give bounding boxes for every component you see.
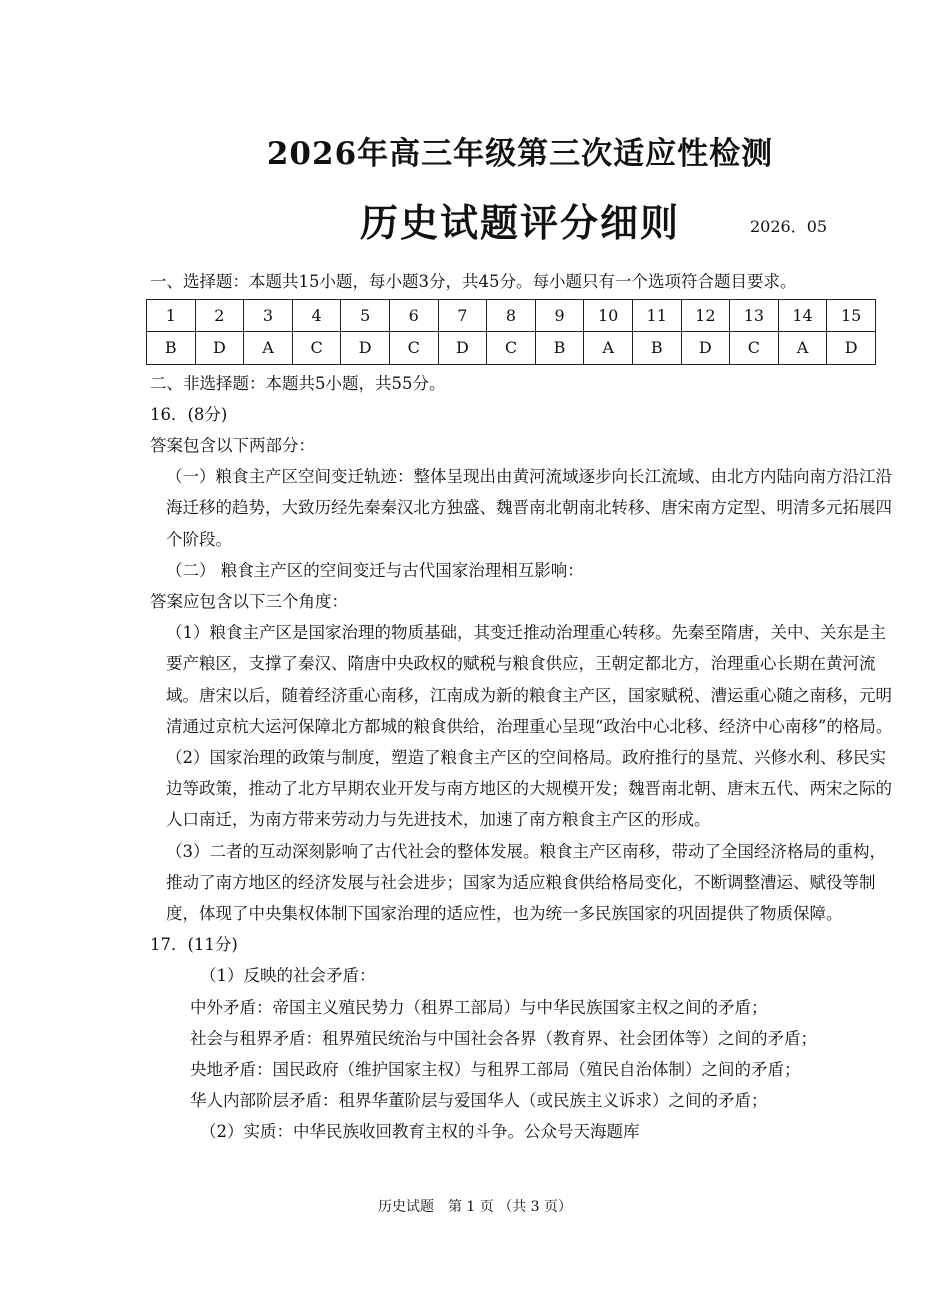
question-number-cell: 13 <box>730 300 779 332</box>
answer-cell: C <box>389 332 438 364</box>
answer-table-answer-row <box>147 332 876 364</box>
exam-date: 2026．05 <box>750 217 828 236</box>
q16-part2-intro: 答案应包含以下三个角度： <box>150 592 348 612</box>
question-number-cell: 6 <box>389 300 438 332</box>
question-number-cell: 7 <box>438 300 487 332</box>
page-footer: 历史试题 第 1 页 （共 3 页） <box>377 1199 573 1215</box>
document-title: 历史试题评分细则 <box>359 200 680 245</box>
q17-sub2: （2）实质：中华民族收回教育主权的斗争。公众号天海题库 <box>200 1122 640 1142</box>
q17-item: 社会与租界矛盾：租界殖民统治与中国社会各界（教育界、社会团体等）之间的矛盾； <box>190 1028 817 1048</box>
section2-heading: 二、非选择题：本题共5小题，共55分。 <box>150 373 446 393</box>
answer-cell: D <box>438 332 487 364</box>
answer-cell: C <box>487 332 536 364</box>
answer-cell: C <box>730 332 779 364</box>
q16-part1: （一）粮食主产区空间变迁轨迹：整体呈现出由黄河流域逐步向长江流域、由北方内陆向南方沿江沿海迁移的趋势，大致历经先秦秦汉北方独盛、魏晋南北朝南北转移、唐宋南方定型、明清多元拓展四个阶段。 <box>166 467 892 549</box>
question-number-cell: 10 <box>584 300 633 332</box>
q16-point1: （1）粮食主产区是国家治理的物质基础，其变迁推动治理重心转移。先秦至隋唐，关中、关东是主要产粮区，支撑了秦汉、隋唐中央政权的赋税与粮食供应，王朝定都北方，治理重心长期在黄河流域。唐宋以后，随着经济重心南移，江南成为新的粮食主产区，国家赋税、漕运重心随之南移，元明清通过京杭大运河保障北方都城的粮食供给，治理重心呈现“政治中心北移、经济中心南移”的格局。 <box>166 623 893 736</box>
q17-item: 央地矛盾：国民政府（维护国家主权）与租界工部局（殖民自治体制）之间的矛盾； <box>190 1060 801 1080</box>
q16-intro: 答案包含以下两部分： <box>150 436 315 456</box>
question-number-cell: 14 <box>778 300 827 332</box>
q16-title: 16．(8分) <box>150 404 228 424</box>
answer-table-number-row <box>147 300 876 332</box>
question-number-cell: 4 <box>292 300 341 332</box>
section1-heading: 一、选择题：本题共15小题，每小题3分，共45分。每小题只有一个选项符合题目要求。 <box>150 272 797 291</box>
question-number-cell: 2 <box>195 300 244 332</box>
question-number-cell: 1 <box>147 300 196 332</box>
question-number-cell: 3 <box>244 300 293 332</box>
exam-title: 2026年高三年级第三次适应性检测 <box>266 136 774 172</box>
answer-cell: D <box>341 332 390 364</box>
q17-title: 17．(11分) <box>150 935 238 955</box>
question-number-cell: 15 <box>827 300 876 332</box>
q17-item: 中外矛盾：帝国主义殖民势力（租界工部局）与中华民族国家主权之间的矛盾； <box>190 997 768 1017</box>
answer-cell: D <box>681 332 730 364</box>
question-number-cell: 11 <box>632 300 681 332</box>
answer-cell: D <box>827 332 876 364</box>
answer-cell: B <box>535 332 584 364</box>
document-body <box>150 266 895 1148</box>
question-number-cell: 8 <box>487 300 536 332</box>
q16-point2: （2）国家治理的政策与制度，塑造了粮食主产区的空间格局。政府推行的垦荒、兴修水利、移民实边等政策，推动了北方早期农业开发与南方地区的大规模开发；魏晋南北朝、唐末五代、两宋之际的人口南迁，为南方带来劳动力与先进技术，加速了南方粮食主产区的形成。 <box>166 748 892 830</box>
question-number-cell: 12 <box>681 300 730 332</box>
answer-cell: C <box>292 332 341 364</box>
answer-cell: A <box>244 332 293 364</box>
question-number-cell: 9 <box>535 300 584 332</box>
answer-cell: D <box>195 332 244 364</box>
answer-table <box>146 299 876 364</box>
answer-cell: B <box>632 332 681 364</box>
q16-point3: （3）二者的互动深刻影响了古代社会的整体发展。粮食主产区南移，带动了全国经济格局的重构，推动了南方地区的经济发展与社会进步；国家为适应粮食供给格局变化，不断调整漕运、赋役等制度，体现了中央集权体制下国家治理的适应性，也为统一多民族国家的巩固提供了物质保障。 <box>166 841 886 924</box>
question-number-cell: 5 <box>341 300 390 332</box>
answer-cell: A <box>778 332 827 364</box>
answer-cell: B <box>147 332 196 364</box>
q17-item: 华人内部阶层矛盾：租界华董阶层与爱国华人（或民族主义诉求）之间的矛盾； <box>190 1091 768 1111</box>
q17-sub1-title: （1）反映的社会矛盾： <box>200 966 376 986</box>
q16-part2-title: （二） 粮食主产区的空间变迁与古代国家治理相互影响： <box>166 560 584 580</box>
answer-cell: A <box>584 332 633 364</box>
